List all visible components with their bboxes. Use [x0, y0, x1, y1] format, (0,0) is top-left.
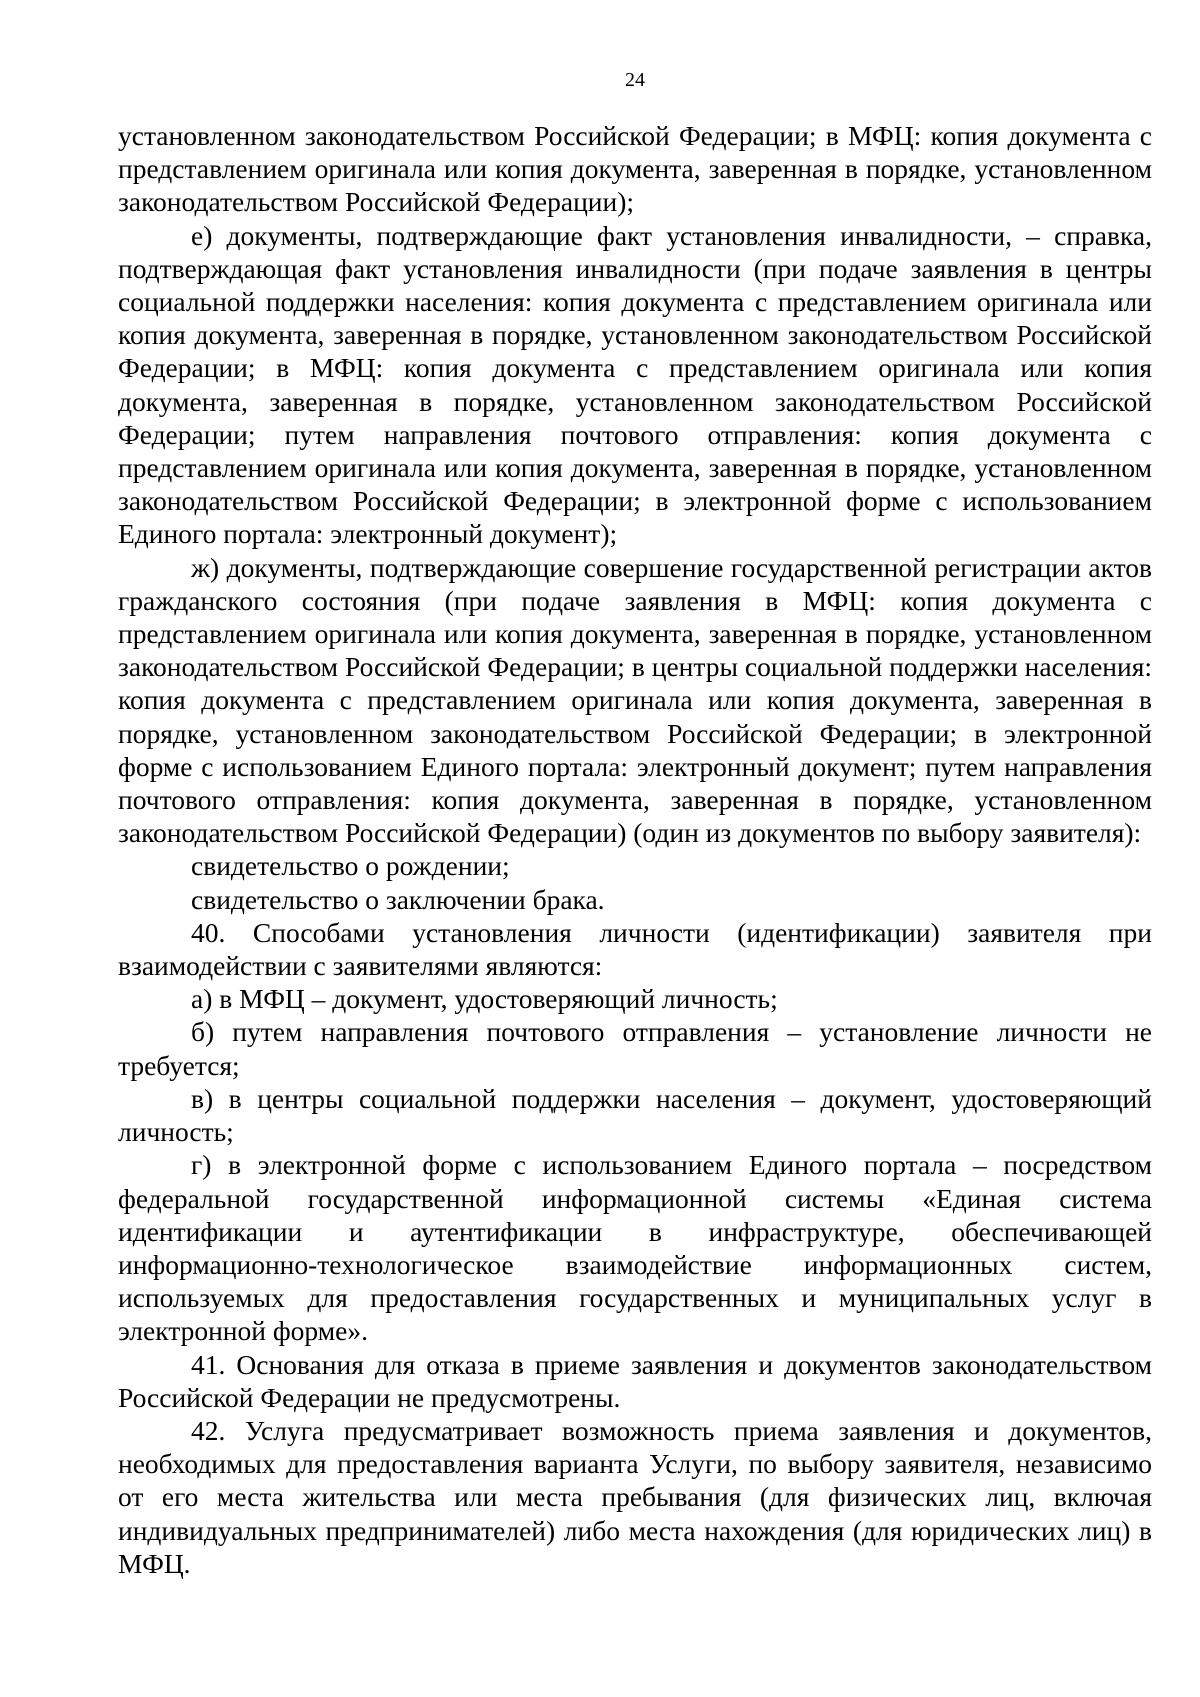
paragraph-marriage-certificate: свидетельство о заключении брака.: [191, 883, 605, 915]
paragraph-clause-40-g: г) в электронной форме с использованием Единого портала – посредством федеральной государственной информационной системы «Единая система идентификации и аутентификации в инфраструктуре, обеспечивающей информационно-технологическое взаимодействие информационных систем, используемых для предоставления государственных и муниципальных услуг в электронной форме».: [118, 1149, 1152, 1347]
paragraph-birth-certificate: свидетельство о рождении;: [191, 850, 510, 882]
paragraph-item-zh-civil-registration: ж) документы, подтверждающие совершение государственной регистрации актов гражданского состояния (при подаче заявления в МФЦ: копия документа с представлением оригинала или копия документа, заверенная в порядке, установленном законодательством Российской Федерации; в центры социальной поддержки населения: копия документа с представлением оригинала или копия документа, заверенная в порядке, установленном законодательством Российской Федерации; в электронной форме с использованием Единого портала: электронный документ; путем направления почтового отправления: копия документа, заверенная в порядке, установленном законодательством Российской Федерации) (один из документов по выбору заявителя):: [118, 551, 1152, 849]
document-body: [118, 119, 1152, 1580]
paragraph-clause-40: 40. Способами установления личности (идентификации) заявителя при взаимодействии с заявителями являются:: [118, 916, 1152, 982]
paragraph-clause-41: 41. Основания для отказа в приеме заявления и документов законодательством Российской Федерации не предусмотрены.: [118, 1348, 1152, 1413]
paragraph-continuation: установленном законодательством Российской Федерации; в МФЦ: копия документа с представлением оригинала или копия документа, заверенная в порядке, установленном законодательством Российской Федерации);: [118, 120, 1152, 218]
paragraph-clause-40-b: б) путем направления почтового отправления – установление личности не требуется;: [118, 1016, 1152, 1081]
paragraph-clause-40-a: а) в МФЦ – документ, удостоверяющий личность;: [191, 983, 778, 1015]
paragraph-clause-42: 42. Услуга предусматривает возможность приема заявления и документов, необходимых для предоставления варианта Услуги, по выбору заявителя, независимо от его места жительства или места пребывания (для физических лиц, включая индивидуальных предпринимателей) либо места нахождения (для юридических лиц) в МФЦ.: [118, 1414, 1152, 1579]
paragraph-clause-40-v: в) в центры социальной поддержки населения – документ, удостоверяющий личность;: [118, 1082, 1152, 1148]
paragraph-item-e-disability: е) документы, подтверждающие факт установления инвалидности, – справка, подтверждающая факт установления инвалидности (при подаче заявления в центры социальной поддержки населения: копия документа с представлением оригинала или копия документа, заверенная в порядке, установленном законодательством Российской Федерации; в МФЦ: копия документа с представлением оригинала или копия документа, заверенная в порядке, установленном законодательством Российской Федерации; путем направления почтового отправления: копия документа с представлением оригинала или копия документа, заверенная в порядке, установленном законодательством Российской Федерации; в электронной форме с использованием Единого портала: электронный документ);: [118, 219, 1152, 550]
page-number: 24: [625, 69, 645, 91]
